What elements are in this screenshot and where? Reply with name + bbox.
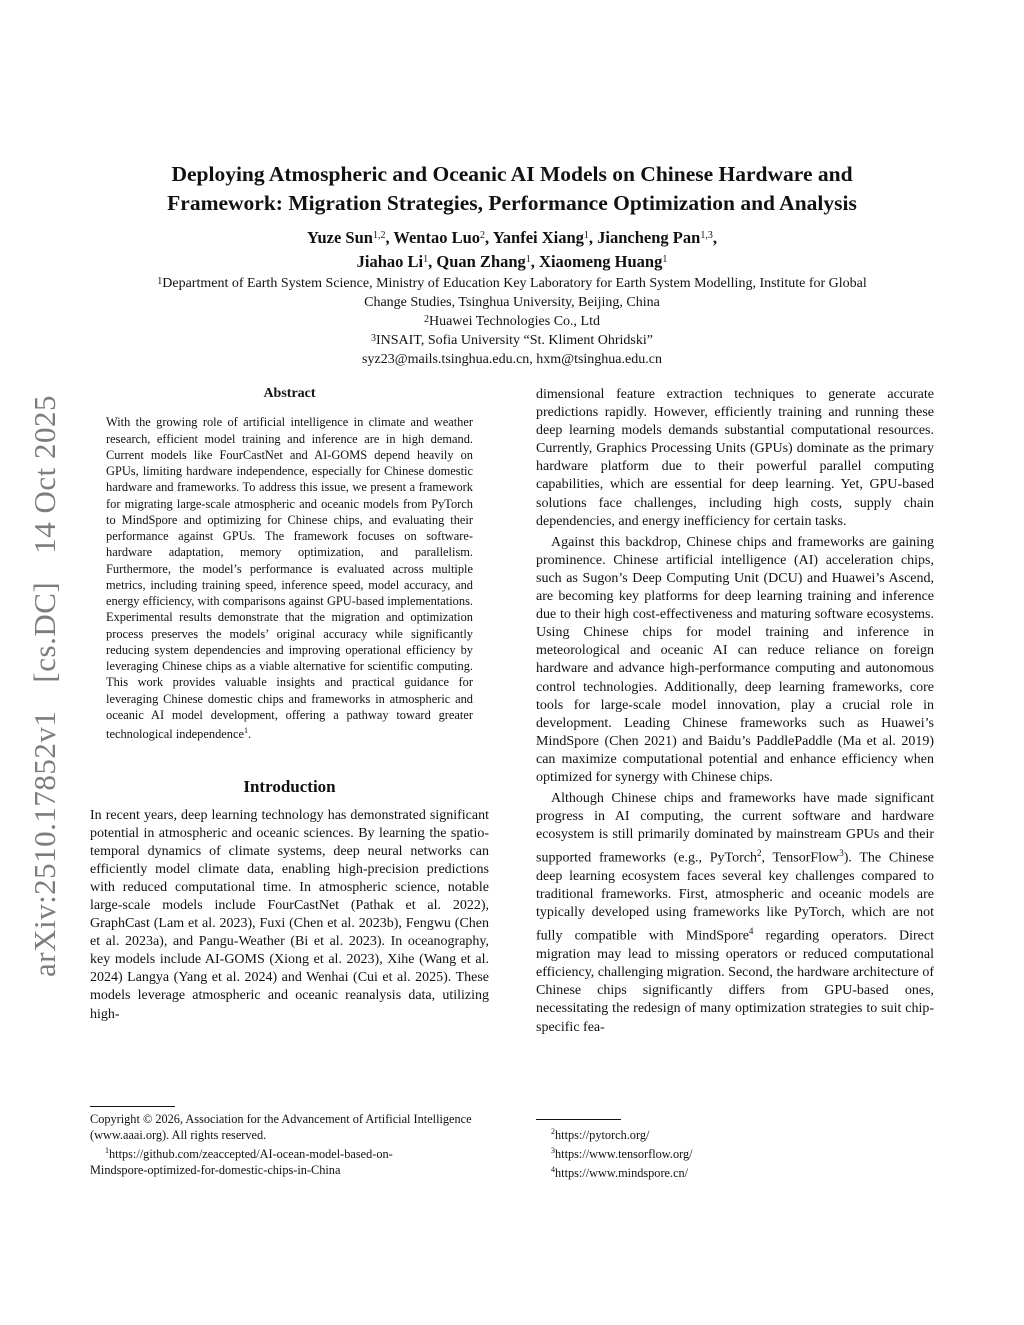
copyright-notice: Copyright © 2026, Association for the Advancement of Artificial Intelligence (www.aaai.org). All rights reserved. <box>90 1112 472 1142</box>
abstract-heading: Abstract <box>263 386 316 401</box>
affiliations <box>90 274 934 369</box>
author-line-2: Jiahao Li$^1$, Quan Zhang$^1$, Xiaomeng Huang$^1$ <box>356 252 668 271</box>
footnote-1-link-cont[interactable]: Mindspore-optimized-for-domestic-chips-in-China <box>90 1163 341 1178</box>
footnote-ref-1[interactable]: 1 <box>243 726 248 736</box>
left-column <box>90 386 489 1024</box>
footnote-ref-3[interactable]: 3 <box>839 848 844 859</box>
arxiv-date: 14 Oct 2025 <box>27 395 62 554</box>
affiliation-2: $^2$Huawei Technologies Co., Ltd <box>423 314 600 329</box>
footnote-rule <box>90 1106 175 1107</box>
affiliation-3: $^3$INSAIT, Sofia University “St. Kliment Ohridski” <box>371 333 653 348</box>
affiliation-1: $^1$Department of Earth System Science, Ministry of Education Key Laboratory for Earth System Modelling, Institute for Global <box>157 276 867 291</box>
author-affiliation-mark: 2 <box>480 230 486 241</box>
footnote-3-link[interactable]: https://www.tensorflow.org/ <box>555 1147 693 1162</box>
author-line-1: Yuze Sun$^{1,2}$, Wentao Luo$^2$, Yanfei Xiang$^1$, Jiancheng Pan$^{1,3}$, <box>307 228 717 247</box>
footnote-4: $^4$https://www.mindspore.cn/ <box>551 1165 689 1181</box>
author-name: Quan Zhang <box>436 252 526 271</box>
author-affiliation-mark: 1,2 <box>372 230 386 241</box>
author-name: Jiancheng Pan <box>597 228 701 247</box>
author-name: Jiahao Li <box>356 252 424 271</box>
title-line-1: Deploying Atmospheric and Oceanic AI Models on Chinese Hardware and <box>171 162 853 186</box>
footnote-1: $^1$https://github.com/zeaccepted/AI-ocean-model-based-on- <box>105 1146 393 1162</box>
intro-paragraph-1: In recent years, deep learning technology has demonstrated significant potential in atmospheric and oceanic sciences. By learning the spatio-temporal dynamics of climate systems, deep neural networks can efficiently model climate data, enabling high-precision predictions with reduced computational time. In atmospheric science, notable large-scale models include FourCastNet (Pathak et al. 2022), GraphCast (Lam et al. 2023), Fuxi (Chen et al. 2023b), Fengwu (Chen et al. 2023a), and Pangu-Weather (Bi et al. 2023). In oceanography, key models include AI-GOMS (Xiong et al. 2023), Xihe (Wang et al. 2024) Langya (Yang et al. 2024) and Wenhai (Cui et al. 2025). These models leverage atmospheric and oceanic reanalysis data, utilizing high- <box>90 807 489 1022</box>
arxiv-side-stamp <box>23 261 67 1111</box>
title-line-2: Framework: Migration Strategies, Performance Optimization and Analysis <box>167 191 857 215</box>
footnote-3: $^3$https://www.tensorflow.org/ <box>551 1146 693 1162</box>
footnotes-right <box>536 1119 934 1181</box>
author-affiliation-mark: 1,3 <box>700 230 713 241</box>
footnotes-left <box>90 1106 489 1178</box>
paper-title <box>90 160 934 218</box>
affiliation-1-cont: Change Studies, Tsinghua University, Beijing, China <box>364 295 660 310</box>
author-affiliation-mark: 1 <box>583 230 589 241</box>
author-affiliation-mark: 1 <box>525 254 531 265</box>
abstract-text: With the growing role of artificial intelligence in climate and weather research, efficient model training and inference are in high demand. Current models like FourCastNet and AI-GOMS depend heavily on GPUs, limiting hardware independence, especially for Chinese domestic hardware and frameworks. To address this issue, we present a framework for migrating large-scale atmospheric and oceanic models from PyTorch to MindSpore and optimizing for Chinese chips, and evaluating their performance against GPUs. The framework focuses on software-hardware adaptation, memory optimization, and parallelism. Furthermore, the model’s performance is evaluated across multiple metrics, including training speed, inference speed, model accuracy, and energy efficiency, with comparisons against GPU-based implementations. Experimental results demonstrate that the migration and optimization process preserves the models’ original accuracy while significantly reducing system dependencies and improving operational efficiency by leveraging Chinese chips as a viable alternative for scientific computing. This work provides valuable insights and practical guidance for leveraging Chinese domestic chips and frameworks in atmospheric and oceanic AI model development, offering a pathway toward greater technological independence$^1$. <box>106 415 473 742</box>
intro-paragraph-2: Against this backdrop, Chinese chips and frameworks are gaining prominence. Chinese artificial intelligence (AI) acceleration chips, such as Sugon’s Deep Computing Unit (DCU) and Huawei’s Ascend, are becoming key platforms for deep learning training and inference due to their high cost-effectiveness and maturing software ecosystems. Using Chinese chips for model training and inference in meteorological and oceanic AI can reduce reliance on foreign hardware and advance high-performance computing and autonomous control technologies. Additionally, deep learning frameworks, core tools for large-scale model innovation, play a crucial role in development. Leading Chinese frameworks such as Huawei’s MindSpore (Chen 2021) and Baidu’s PaddlePaddle (Ma et al. 2019) can maximize computational potential and enhance efficiency when optimized for synergy with Chinese chips. <box>536 534 934 785</box>
author-name: Wentao Luo <box>393 228 481 247</box>
contact-emails[interactable]: syz23@mails.tsinghua.edu.cn, hxm@tsinghua.edu.cn <box>362 352 662 367</box>
author-affiliation-mark: 1 <box>662 254 668 265</box>
footnote-2-link[interactable]: https://pytorch.org/ <box>555 1128 650 1143</box>
author-name: Yuze Sun <box>307 228 373 247</box>
author-list <box>90 226 934 274</box>
footnote-4-link[interactable]: https://www.mindspore.cn/ <box>555 1166 689 1181</box>
footnote-ref-4[interactable]: 4 <box>748 926 754 937</box>
right-column <box>536 386 934 1037</box>
footnote-ref-2[interactable]: 2 <box>756 848 762 859</box>
author-name: Xiaomeng Huang <box>539 252 663 271</box>
arxiv-category: [cs.DC] <box>27 581 62 683</box>
footnote-2: $^2$https://pytorch.org/ <box>551 1127 650 1143</box>
footnote-rule <box>536 1119 621 1120</box>
intro-paragraph-1-cont: dimensional feature extraction techniques to generate accurate predictions rapidly. However, efficiently training and running these deep learning models demands substantial computational resources. Currently, Graphics Processing Units (GPUs) dominate as the primary hardware platform due to their powerful parallel computing capabilities, which are essential for deep learning. Yet, GPU-based solutions face challenges, including high costs, supply chain dependencies, and energy inefficiency for certain tasks. <box>536 387 934 529</box>
author-affiliation-mark: 1 <box>423 254 429 265</box>
introduction-heading: Introduction <box>243 776 336 796</box>
arxiv-id[interactable]: arXiv:2510.17852v1 <box>27 710 62 978</box>
intro-paragraph-3: Although Chinese chips and frameworks have made significant progress in AI computing, the current software and hardware ecosystem is still primarily dominated by mainstream GPUs and their supported frameworks (e.g., PyTorch$^2$, TensorFlow$^3$). The Chinese deep learning ecosystem faces several key challenges compared to traditional frameworks. First, atmospheric and oceanic models are typically developed using frameworks like PyTorch, which are not fully compatible with MindSpore$^4$ regarding operators. Direct migration may lead to missing operators or reduced computational efficiency, challenging migration. Second, the hardware architecture of Chinese chips significantly differs from GPU-based ones, necessitating the redesign of many optimization strategies to suit chip-specific fea- <box>536 791 934 1035</box>
footnote-1-link[interactable]: https://github.com/zeaccepted/AI-ocean-model-based-on- <box>109 1147 393 1162</box>
author-name: Yanfei Xiang <box>492 228 584 247</box>
